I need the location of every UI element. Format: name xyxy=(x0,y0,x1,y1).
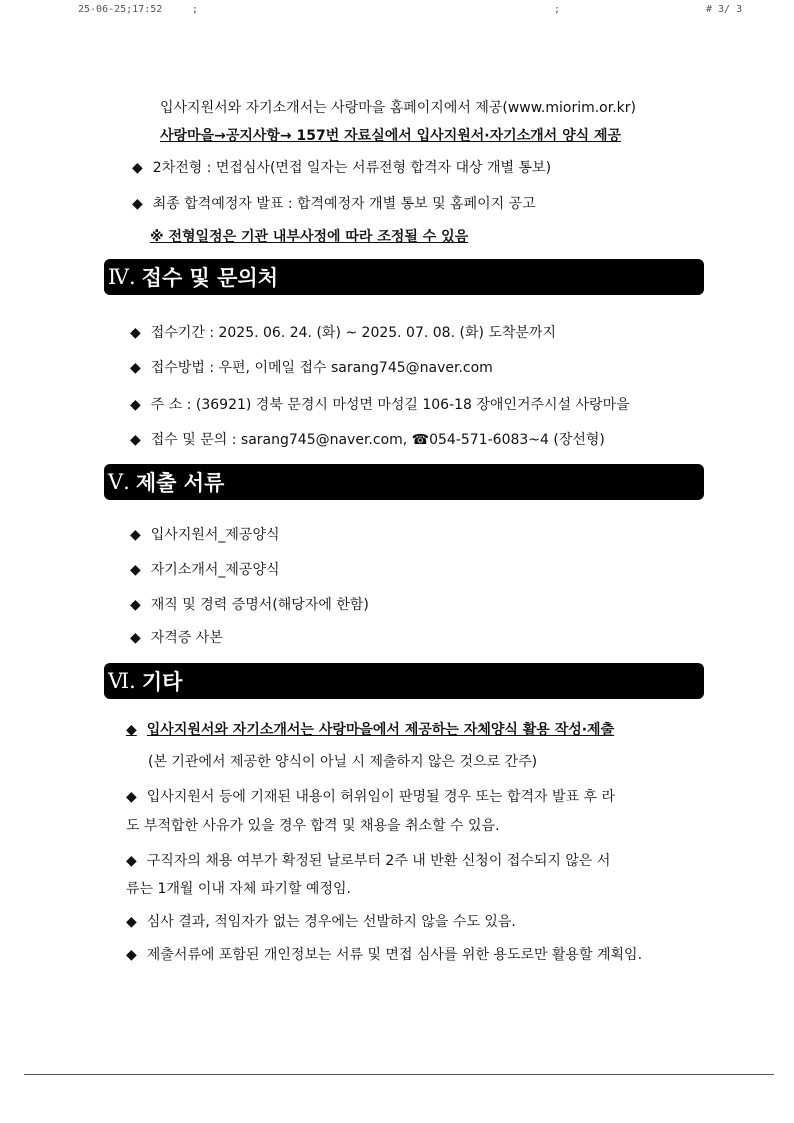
diamond-bullet-icon: ◆ xyxy=(130,527,141,543)
section-number: Ⅵ. xyxy=(108,669,136,693)
bullet-text: 입사지원서_제공양식 xyxy=(150,527,280,543)
bullet-document-2 xyxy=(130,560,280,580)
section-number: Ⅴ. xyxy=(108,470,130,494)
false-info-continued: 도 부적합한 사유가 있을 경우 합격 및 채용을 취소할 수 있음. xyxy=(126,818,500,834)
intro-line-1: 입사지원서와 자기소개서는 사랑마을 홈페이지에서 제공(www.miorim.or.kr) xyxy=(160,100,636,116)
bullet-text: 입사지원서 등에 기재된 내용이 허위임이 판명될 경우 또는 합격자 발표 후 라 xyxy=(146,789,615,805)
diamond-bullet-icon: ◆ xyxy=(130,397,141,413)
diamond-bullet-icon: ◆ xyxy=(126,722,137,738)
diamond-bullet-icon: ◆ xyxy=(126,947,137,963)
fax-header xyxy=(0,4,794,18)
bullet-no-selection xyxy=(126,912,516,932)
diamond-bullet-icon: ◆ xyxy=(130,432,141,448)
bullet-contact xyxy=(130,430,605,450)
section-header-4 xyxy=(104,259,704,295)
diamond-bullet-icon: ◆ xyxy=(130,597,141,613)
intro-line-2: 사랑마을→공지사항→ 157번 자료실에서 입사지원서·자기소개서 양식 제공 xyxy=(160,128,622,144)
diamond-bullet-icon: ◆ xyxy=(130,325,141,341)
schedule-note: ※ 전형일정은 기관 내부사정에 따라 조정될 수 있음 xyxy=(150,229,469,245)
section-number: Ⅳ. xyxy=(108,265,136,289)
fax-datetime: 25-06-25;17:52 xyxy=(78,4,163,15)
bullet-second-round xyxy=(132,158,551,178)
bullet-document-4 xyxy=(130,628,223,648)
bullet-text: 접수기간 : 2025. 06. 24. (화) ~ 2025. 07. 08. (화) 도착분까지 xyxy=(150,325,557,341)
bullet-text: 재직 및 경력 증명서(해당자에 한함) xyxy=(150,597,369,613)
bullet-document-3 xyxy=(130,595,369,615)
section-title: 기타 xyxy=(141,670,183,694)
form-usage-note: (본 기관에서 제공한 양식이 아닐 시 제출하지 않은 것으로 간주) xyxy=(148,754,538,770)
bullet-reception-method xyxy=(130,358,493,378)
section-header-6 xyxy=(104,663,704,699)
bullet-text: 구직자의 채용 여부가 확정된 날로부터 2주 내 반환 신청이 접수되지 않은 서 xyxy=(146,853,611,869)
bullet-false-info xyxy=(126,787,615,807)
fax-separator: ; xyxy=(554,4,561,15)
bullet-personal-info xyxy=(126,945,642,965)
fax-page-number: # 3/ 3 xyxy=(706,4,743,15)
bullet-text: 2차전형 : 면접심사(면접 일자는 서류전형 합격자 대상 개별 통보) xyxy=(152,160,552,176)
fax-separator: ; xyxy=(192,4,199,15)
bullet-address xyxy=(130,395,630,415)
diamond-bullet-icon: ◆ xyxy=(132,160,143,176)
diamond-bullet-icon: ◆ xyxy=(126,914,137,930)
bullet-document-1 xyxy=(130,525,280,545)
diamond-bullet-icon: ◆ xyxy=(130,630,141,646)
bullet-text: 최종 합격예정자 발표 : 합격예정자 개별 통보 및 홈페이지 공고 xyxy=(152,196,536,212)
bullet-text: 자격증 사본 xyxy=(150,630,223,646)
bullet-text: 주 소 : (36921) 경북 문경시 마성면 마성길 106-18 장애인거주시설 사랑마을 xyxy=(150,397,630,413)
bullet-final-announcement xyxy=(132,194,536,214)
section-title: 제출 서류 xyxy=(135,471,225,495)
diamond-bullet-icon: ◆ xyxy=(126,789,137,805)
bullet-reception-period xyxy=(130,323,556,343)
bullet-form-usage xyxy=(126,720,614,740)
bullet-text: 접수방법 : 우편, 이메일 접수 sarang745@naver.com xyxy=(150,360,493,376)
bullet-document-return xyxy=(126,851,610,871)
section-header-5 xyxy=(104,464,704,500)
diamond-bullet-icon: ◆ xyxy=(130,360,141,376)
bullet-text: 심사 결과, 적임자가 없는 경우에는 선발하지 않을 수도 있음. xyxy=(146,914,516,930)
bullet-text: 접수 및 문의 : sarang745@naver.com, ☎054-571-6083~4 (장선형) xyxy=(150,432,605,448)
bullet-text: 제출서류에 포함된 개인정보는 서류 및 면접 심사를 위한 용도로만 활용할 계획임. xyxy=(146,947,643,963)
bullet-text: 입사지원서와 자기소개서는 사랑마을에서 제공하는 자체양식 활용 작성·제출 xyxy=(146,722,615,738)
bottom-divider xyxy=(24,1074,774,1075)
diamond-bullet-icon: ◆ xyxy=(126,853,137,869)
document-return-continued: 류는 1개월 이내 자체 파기할 예정임. xyxy=(126,881,351,897)
diamond-bullet-icon: ◆ xyxy=(132,196,143,212)
bullet-text: 자기소개서_제공양식 xyxy=(150,562,280,578)
diamond-bullet-icon: ◆ xyxy=(130,562,141,578)
section-title: 접수 및 문의처 xyxy=(141,266,278,290)
